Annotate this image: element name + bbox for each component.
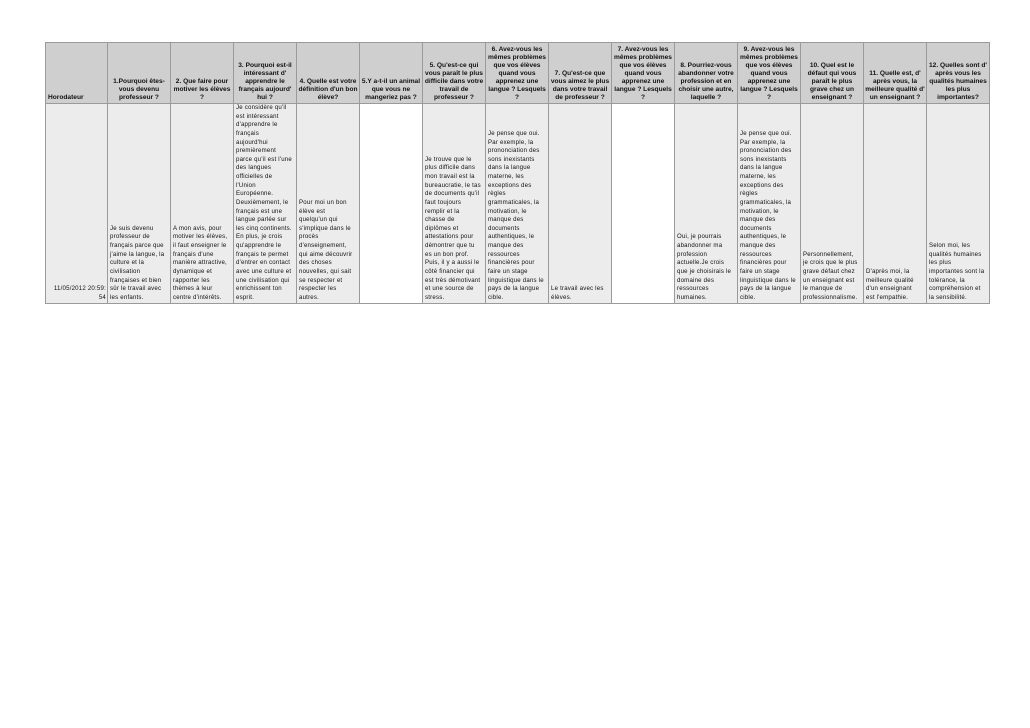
survey-spreadsheet — [45, 42, 990, 304]
header-q2-motivate-students: 2. Que faire pour motiver les élèves ? — [171, 43, 234, 104]
header-q5-most-difficult: 5. Qu'est-ce qui vous paraît le plus difficile dans votre travail de professeur ? — [423, 43, 486, 104]
header-q1-why-teacher: 1.Pourquoi êtes-vous devenu professeur ? — [108, 43, 171, 104]
table-row — [46, 104, 990, 304]
cell-q9: Je pense que oui. Par exemple, la prononciation des sons inexistants dans la langue materne, les exceptions des règles grammaticales, la motivation, le manque des documents authentiques, le manque des ressources financières pour faire un stage linguistique dans le pays de la langue cible. — [738, 104, 801, 304]
header-q3-why-learn-french: 3. Pourquoi est-il intéressant d' apprendre le français aujourd' hui ? — [234, 43, 297, 104]
cell-q5-animal — [360, 104, 423, 304]
cell-q3: Je considère qu'il est intéressant d'apprendre le français aujourd'hui premièrement parce qu'il est l'une des langues officielles de l'Union Européenne. Deuxièmement, le français est une langue parlée sur les cinq continents. En plus, je crois qu'apprendre le français te permet d'entrer en contact avec une culture et une civilisation qui enrichissent ton esprit. — [234, 104, 297, 304]
header-q6-same-problems: 6. Avez-vous les mêmes problèmes que vos élèves quand vous apprenez une langue ? Lesquels ? — [486, 43, 549, 104]
cell-q12: Selon moi, les qualités humaines les plus importantes sont la tolérance, la compréhension et la sensibilité. — [927, 104, 990, 304]
header-q4-good-student: 4. Quelle est votre définition d'un bon élève? — [297, 43, 360, 104]
header-q9-same-problems: 9. Avez-vous les mêmes problèmes que vos élèves quand vous apprenez une langue ? Lesquels ? — [738, 43, 801, 104]
cell-q5-difficult: Je trouve que le plus difficile dans mon travail est la bureaucratie, le tas de documents qu'il faut toujours remplir et la chasse de diplômes et attestations pour démontrer que tu es un bon prof. Puis, il y a aussi le côté financier qui est très démotivant et une source de stress. — [423, 104, 486, 304]
header-row — [46, 43, 990, 104]
header-q8-abandon-profession: 8. Pourriez-vous abandonner votre profession et en choisir une autre, laquelle ? — [675, 43, 738, 104]
header-q7-like-most: 7. Qu'est-ce que vous aimez le plus dans votre travail de professeur ? — [549, 43, 612, 104]
cell-q8: Oui, je pourrais abandonner ma profession actuelle.Je crois que je choisirais le domaine des ressources humaines. — [675, 104, 738, 304]
cell-timestamp: 11/05/2012 20:59: 54 — [46, 104, 108, 304]
cell-q1: Je suis devenu professeur de français parce que j'aime la langue, la culture et la civilisation françaises et bien sûr le travail avec les enfants. — [108, 104, 171, 304]
header-horodateur: Horodateur — [46, 43, 108, 104]
header-q7-same-problems: 7. Avez-vous les mêmes problèmes que vos élèves quand vous apprenez une langue ? Lesquels ? — [612, 43, 675, 104]
header-q12-human-qualities: 12. Quelles sont d' après vous les qualités humaines les plus importantes? — [927, 43, 990, 104]
header-q5-animal: 5.Y a-t-il un animal que vous ne mangeriez pas ? — [360, 43, 423, 104]
cell-q6: Je pense que oui. Par exemple, la prononciation des sons inexistants dans la langue materne, les exceptions des règles grammaticales, la motivation, le manque des documents authentiques, le manque des ressources financières pour faire un stage linguistique dans le pays de la langue cible. — [486, 104, 549, 304]
cell-q7-like: Le travail avec les élèves. — [549, 104, 612, 304]
cell-q4: Pour moi un bon élève est quelqu'un qui s'implique dans le procès d'enseignement, qui aime découvrir des choses nouvelles, qui sait se respecter et respecter les autres. — [297, 104, 360, 304]
cell-q11: D'après moi, la meilleure qualité d'un enseignant est l'empathie. — [864, 104, 927, 304]
cell-q7-problems — [612, 104, 675, 304]
cell-q2: A mon avis, pour motiver les élèves, il faut enseigner le français d'une manière attractive, dynamique et rapporter les thèmes à leur centre d'intérêts. — [171, 104, 234, 304]
header-q11-best-quality: 11. Quelle est, d' après vous, la meilleure qualité d' un enseignant ? — [864, 43, 927, 104]
cell-q10: Personnellement, je crois que le plus grave défaut chez un enseignant est le manque de professionnalisme. — [801, 104, 864, 304]
header-q10-worst-flaw: 10. Quel est le défaut qui vous paraît le plus grave chez un enseignant ? — [801, 43, 864, 104]
